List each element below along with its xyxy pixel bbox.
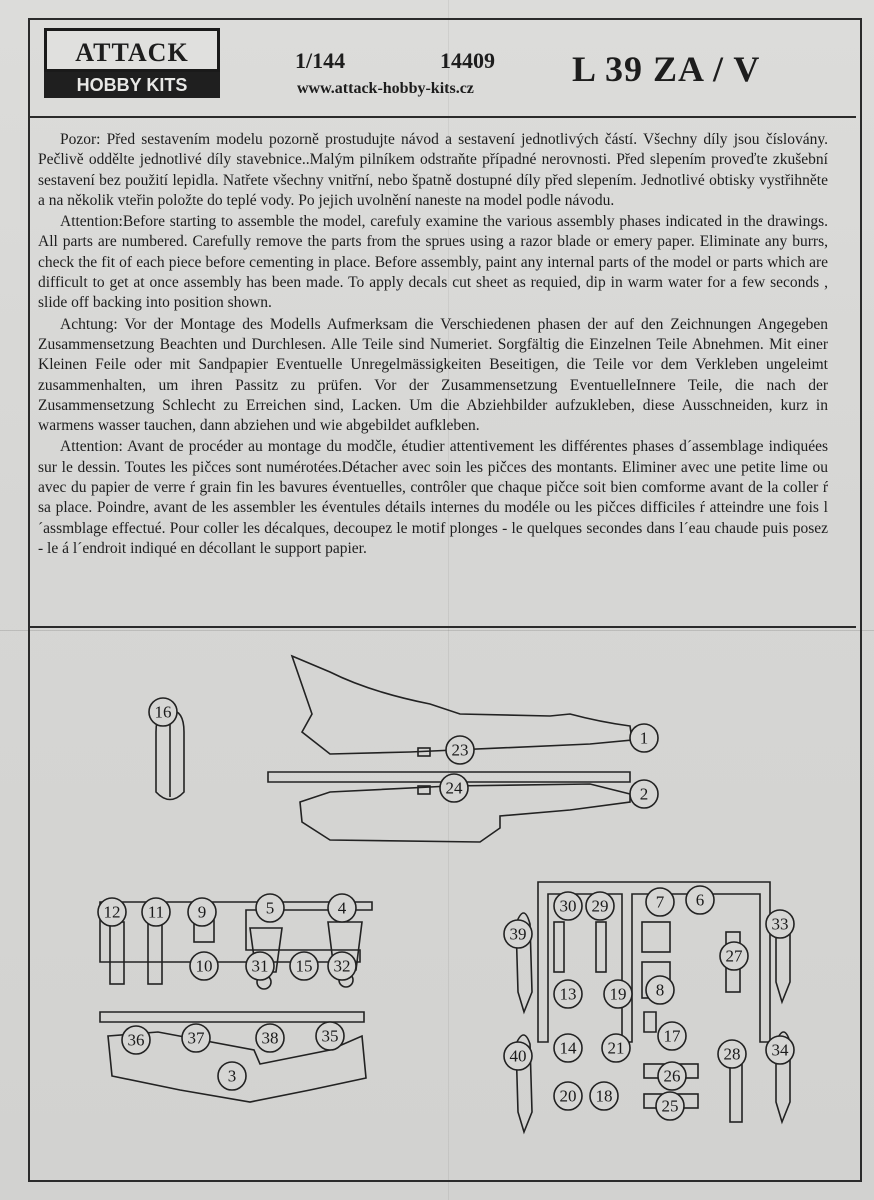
part-label-12: 12	[103, 902, 121, 922]
part-label-28: 28	[723, 1044, 741, 1064]
part-label-15: 15	[295, 956, 313, 976]
sprue-drawing	[30, 632, 856, 1178]
part-label-38: 38	[261, 1028, 279, 1048]
part-label-17: 17	[663, 1026, 681, 1046]
part-label-21: 21	[607, 1038, 625, 1058]
sprue-bottom-left	[100, 1012, 364, 1022]
part-label-3: 3	[227, 1066, 237, 1086]
part-label-16: 16	[154, 702, 172, 722]
part-label-39: 39	[509, 924, 527, 944]
part-label-35: 35	[321, 1026, 339, 1046]
part-label-26: 26	[663, 1066, 681, 1086]
part-label-33: 33	[771, 914, 789, 934]
part-label-24: 24	[445, 778, 463, 798]
model-title: L 39 ZA / V	[572, 49, 761, 89]
part-11-body	[148, 922, 162, 984]
part-label-30: 30	[559, 896, 577, 916]
section-divider	[30, 626, 856, 628]
part-label-34: 34	[771, 1040, 789, 1060]
part-label-27: 27	[725, 946, 743, 966]
part-label-9: 9	[197, 902, 207, 922]
part-label-19: 19	[609, 984, 627, 1004]
part-label-36: 36	[127, 1030, 145, 1050]
part-label-37: 37	[187, 1028, 205, 1048]
part-label-8: 8	[655, 980, 665, 1000]
part-label-1: 1	[639, 728, 649, 748]
part-label-23: 23	[451, 740, 469, 760]
part-label-32: 32	[333, 956, 351, 976]
brand-logo-top: ATTACK	[44, 28, 220, 72]
part-label-29: 29	[591, 896, 609, 916]
part-label-2: 2	[639, 784, 649, 804]
kit-scale: 1/144	[295, 48, 346, 73]
brand-logo	[44, 28, 226, 100]
part-label-6: 6	[695, 890, 705, 910]
part-12-body	[110, 922, 124, 984]
part-label-5: 5	[265, 898, 275, 918]
instructions-french: Attention: Avant de procéder au montage du modčle, étudier attentivement les différentes phases d´assemblage indiquées sur le dessin. Toutes les pičces sont numérotées.Détacher avec soin les pičces des montants. Eliminer avec une petite lime ou avec du papier de verre ŕ grain fin les bavures éventuelles, contrôler que chaque pičce soit bien comforme avant de la coller ŕ sa place. Poindre, avant de les assembler les éventules détails internes du modéle ou les pičces difficiles ŕ atteindre une fois l´assmblage effectué. Pour coller les décalques, decoupez le motif plonges - le quelques secondes dans l´eau chaude puis posez - le á l´endroit indiqué en décollant le support papier.	[38, 438, 828, 557]
instructions-text	[38, 130, 828, 560]
parts-sprue-diagram	[30, 632, 856, 1178]
website-address: www.attack-hobby-kits.cz	[297, 80, 474, 97]
brand-logo-bottom: HOBBY KITS	[44, 72, 220, 98]
part-label-7: 7	[655, 892, 665, 912]
part-label-4: 4	[337, 898, 347, 918]
instructions-english: Attention:Before starting to assemble the model, carefuly examine the various assembly phases indicated in the drawings. All parts are numbered. Carefully remove the parts from the sprues using a razor blade or emery paper. Eliminate any burrs, check the fit of each piece before cementing in place. Before assembly, paint any internal parts of the model or parts which are difficult to get at once assembly has been made. To apply decals cut sheet as requied, dip in warm water for a few seconds , slide off backing into position shown.	[38, 213, 828, 312]
part-label-13: 13	[559, 984, 577, 1004]
kit-number: 14409	[440, 48, 495, 73]
part-label-40: 40	[509, 1046, 527, 1066]
instructions-german: Achtung: Vor der Montage des Modells Aufmerksam die Verschiedenen phasen der auf den Zeichnungen Angegeben Zusammensetzung Beachten und Durchlesen. Alle Teile sind Numeriet. Sorgfältig die Einzelnen Teile Abnehmen. Mit einer Kleinen Feile oder mit Sandpapier Eventuelle Unregelmässigkeiten Beseitigen, die Teile vor dem Verkleben ungeleimt zusammenhalten, um ihren Passitz zu prüfen. Vor der Zusammensetzung EventuelleInnere Teile, die nach der Zusammensetzung Schlecht zu Erreichen sind, Lacken. Um die Abziehbilder aufzukleben, diese Ausschneiden, kurz in warmens wasser tauchen, dann abziehen und wie abgebildet aufkleben.	[38, 315, 828, 435]
instructions-czech: Pozor: Před sestavením modelu pozorně prostudujte návod a sestavení jednotlivých částí. Všechny díly jsou číslovány. Pečlivě oddělte jednotlivé díly stavebnice..Malým pilníkem odstraňte případné nerovnosti. Před slepením proveďte zkušební sestavení bez použití lepidla. Natřete všechny vnitřní, nebo špatně dostupné díly před slepením. Jednotlivé obtisky vystřihněte a na několik vteřin položte do teplé vody. Po jejich uvolnění naneste na model podle návodu.	[38, 131, 828, 209]
part-label-10: 10	[195, 956, 213, 976]
part-label-20: 20	[559, 1086, 577, 1106]
part-label-14: 14	[559, 1038, 577, 1058]
part-label-11: 11	[147, 902, 165, 922]
part-label-25: 25	[661, 1096, 679, 1116]
part-label-31: 31	[251, 956, 269, 976]
part-label-18: 18	[595, 1086, 613, 1106]
